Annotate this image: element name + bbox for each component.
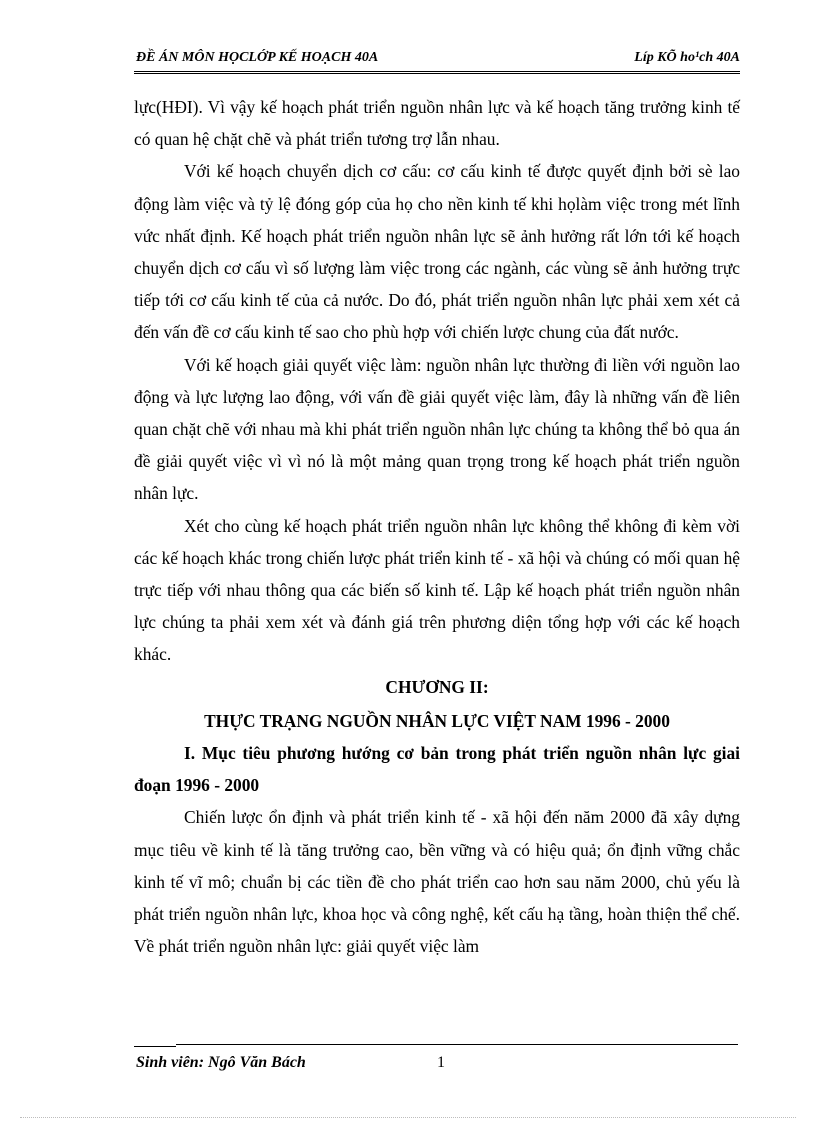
paragraph-employment: Với kế hoạch giải quyết việc làm: nguồn nhân lực thường đi liền với nguồn lao động và lực lượng lao động, với vấn đề giải quyết việc làm, đây là những vấn đề liên quan chặt chẽ với nhau mà khi phát triển nguồn nhân lực chúng ta không thể bỏ qua án đề giải quyết việc vì vì nó là một mảng quan trọng trong kế hoạch phát triển nguồn nhân lực. xyxy=(134,354,740,504)
footer-student-name: Sinh viên: Ngô Văn Bách xyxy=(136,1054,306,1071)
paragraph-strategy: Chiến lược ổn định và phát triển kinh tế - xã hội đến năm 2000 đã xây dựng mục tiêu về kinh tế là tăng trưởng cao, bền vững và có hiệu quả; ổn định vững chắc kinh tế vĩ mô; chuẩn bị các tiền đề cho phát triển cao hơn sau năm 2000, chủ yếu là phát triển nguồn nhân lực, khoa học và công nghệ, kết cấu hạ tầng, hoàn thiện thể chế. Về phát triển nguồn nhân lực: giải quyết việc làm xyxy=(134,807,740,957)
header-right-title: Líp KÕ ho¹ch 40A xyxy=(634,50,740,65)
chapter-title: THỰC TRẠNG NGUỒN NHÂN LỰC VIỆT NAM 1996 - 2000 xyxy=(204,710,670,731)
section-heading: I. Mục tiêu phương hướng cơ bản trong phát triển nguồn nhân lực giai đoạn 1996 - 2000 xyxy=(134,743,740,796)
paragraph-structural-shift: Với kế hoạch chuyển dịch cơ cấu: cơ cấu kinh tế được quyết định bởi sè lao động làm việc và tỷ lệ đóng góp của họ cho nền kinh tế khi họlàm việc trong mét lĩnh vức nhất định. Kế hoạch phát triển nguồn nhân lực sẽ ảnh hưởng rất lớn tới kế hoạch chuyển dịch cơ cấu vì số lượng làm việc trong các ngành, các vùng sẽ ảnh hưởng trực tiếp tới cơ cấu kinh tế của cả nước. Do đó, phát triển nguồn nhân lực phải xem xét cả đến vấn đề cơ cấu kinh tế sao cho phù hợp với chiến lược chung của đất nước. xyxy=(134,161,740,343)
header-left-title: ĐỀ ÁN MÔN HỌCLỚP KẾ HOẠCH 40A xyxy=(136,50,379,65)
page-bottom-border xyxy=(20,1117,796,1118)
page-header xyxy=(134,49,740,74)
footer-rule-short xyxy=(134,1046,176,1047)
page-number: 1 xyxy=(437,1054,445,1071)
document-body xyxy=(134,91,740,962)
footer-rule xyxy=(176,1044,738,1045)
paragraph-conclusion: Xét cho cùng kế hoạch phát triển nguồn nhân lực không thể không đi kèm vời các kế hoạch khác trong chiến lược phát triển kinh tế - xã hội và chúng có mối quan hệ trực tiếp với nhau thông qua các biến số kinh tế. Lập kế hoạch phát triển nguồn nhân lực chúng ta phải xem xét và đánh giá trên phương diện tổng hợp với các kế hoạch khác. xyxy=(134,515,740,665)
chapter-number: CHƯƠNG II: xyxy=(385,676,489,697)
paragraph-continuation: lực(HĐI). Vì vậy kế hoạch phát triển nguồn nhân lực và kế hoạch tăng trưởng kinh tế có quan hệ chặt chẽ và phát triển tương trợ lẫn nhau. xyxy=(134,97,740,150)
